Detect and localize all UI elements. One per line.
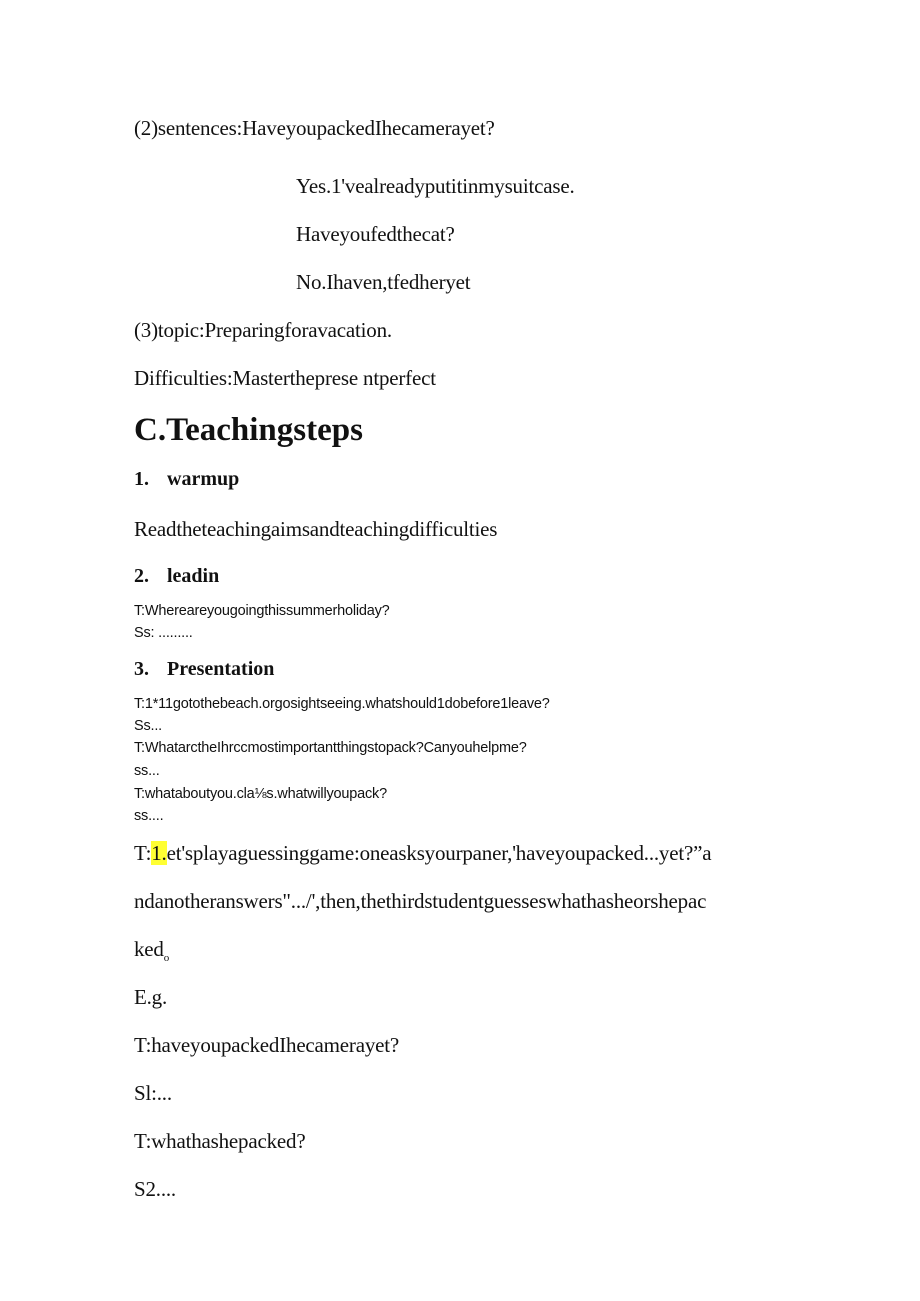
game-prefix: T:	[134, 841, 152, 865]
highlighted-text: 1.	[151, 841, 167, 865]
step-1-heading	[134, 468, 239, 491]
example-sentence-3: No.Ihaven,tfedheryet	[296, 270, 471, 294]
step-2-line: Ss: .........	[134, 625, 193, 641]
step-1-number: 1.	[134, 468, 149, 490]
game-line-3: ked	[134, 937, 164, 961]
step-1-text: Readtheteachingaimsandteachingdifficulties	[134, 517, 498, 541]
difficulties-line: Difficulties:Mastertheprese ntperfect	[134, 366, 436, 390]
step-2-title: leadin	[167, 565, 220, 587]
step-2-number: 2.	[134, 565, 149, 587]
section-title: C.Teachingsteps	[134, 412, 363, 448]
game-line-3-sub: o	[163, 952, 170, 965]
step-3-title: Presentation	[167, 658, 275, 680]
step-3-line: Ss...	[134, 718, 163, 734]
step-3-line: T:WhatarctheIhrccmostimportantthingstopack?Canyouhelpme?	[134, 740, 527, 756]
game-instruction-line-3	[134, 937, 169, 964]
dialogue-line: Sl:...	[134, 1081, 172, 1105]
step-3-line: ss...	[134, 763, 160, 779]
dialogue-line: T:haveyoupackedIhecamerayet?	[134, 1033, 400, 1057]
step-3-line: ss....	[134, 808, 164, 824]
game-instruction-line-2: ndanotheranswers".../',then,thethirdstudentguesseswhathasheorshepac	[134, 889, 707, 913]
example-sentence-1: Yes.1'vealreadyputitinmysuitcase.	[296, 174, 575, 198]
sentences-line: (2)sentences:HaveyoupackedIhecamerayet?	[134, 116, 495, 140]
step-3-line: T:whataboutyou.cla⅛s.whatwillyoupack?	[134, 786, 387, 802]
step-2-heading	[134, 565, 219, 588]
step-1-title: warmup	[167, 468, 240, 490]
step-3-number: 3.	[134, 658, 149, 680]
dialogue-line: S2....	[134, 1177, 176, 1201]
topic-line: (3)topic:Preparingforavacation.	[134, 318, 392, 342]
step-3-line: T:1*11gotothebeach.orgosightseeing.whatshould1dobefore1leave?	[134, 696, 550, 712]
example-sentence-2: Haveyoufedthecat?	[296, 222, 455, 246]
eg-label: E.g.	[134, 985, 168, 1009]
dialogue-line: T:whathashepacked?	[134, 1129, 306, 1153]
step-3-heading	[134, 658, 274, 681]
game-line-1-rest: et'splayaguessinggame:oneasksyourpaner,'haveyoupacked...yet?”a	[166, 841, 712, 865]
game-instruction-line-1	[134, 841, 711, 866]
step-2-line: T:Whereareyougoingthissummerholiday?	[134, 603, 390, 619]
